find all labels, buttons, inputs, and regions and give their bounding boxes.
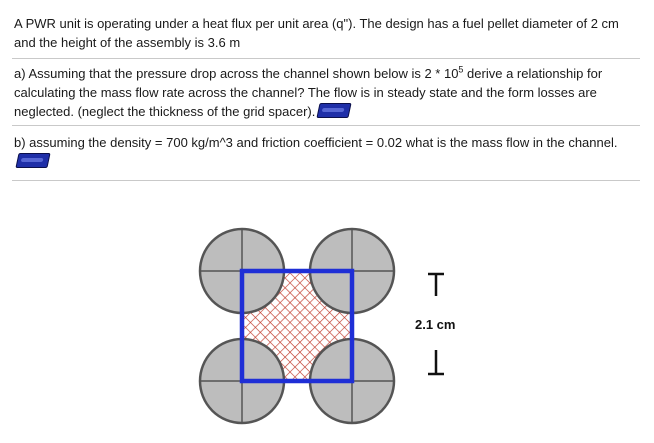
intro-text: A PWR unit is operating under a heat flux per unit area (q"). The design has a fuel pellet diameter of 2 cm and the height of the assembly is 3.6 m — [14, 16, 619, 50]
divider — [12, 180, 640, 181]
problem-part-b — [14, 133, 640, 171]
problem-part-a — [14, 64, 640, 121]
dimension-label: 2.1 cm — [415, 317, 456, 332]
part-a-text: a) Assuming that the pressure drop across the channel shown below is 2 * 10 — [14, 66, 459, 81]
part-a-text-cont: derive a relationship for calculating the mass flow rate across the channel? The flow is in steady state and the form losses are neglected. (neglect the thickness of the grid spacer). — [14, 66, 603, 119]
redaction-mark-icon — [317, 103, 352, 118]
redaction-mark-icon — [15, 153, 50, 168]
exponent: 5 — [458, 64, 464, 75]
divider — [12, 58, 640, 59]
problem-intro — [14, 14, 640, 52]
divider — [12, 125, 640, 126]
part-b-text: b) assuming the density = 700 kg/m^3 and friction coefficient = 0.02 what is the mass flow in the channel. — [14, 135, 618, 150]
